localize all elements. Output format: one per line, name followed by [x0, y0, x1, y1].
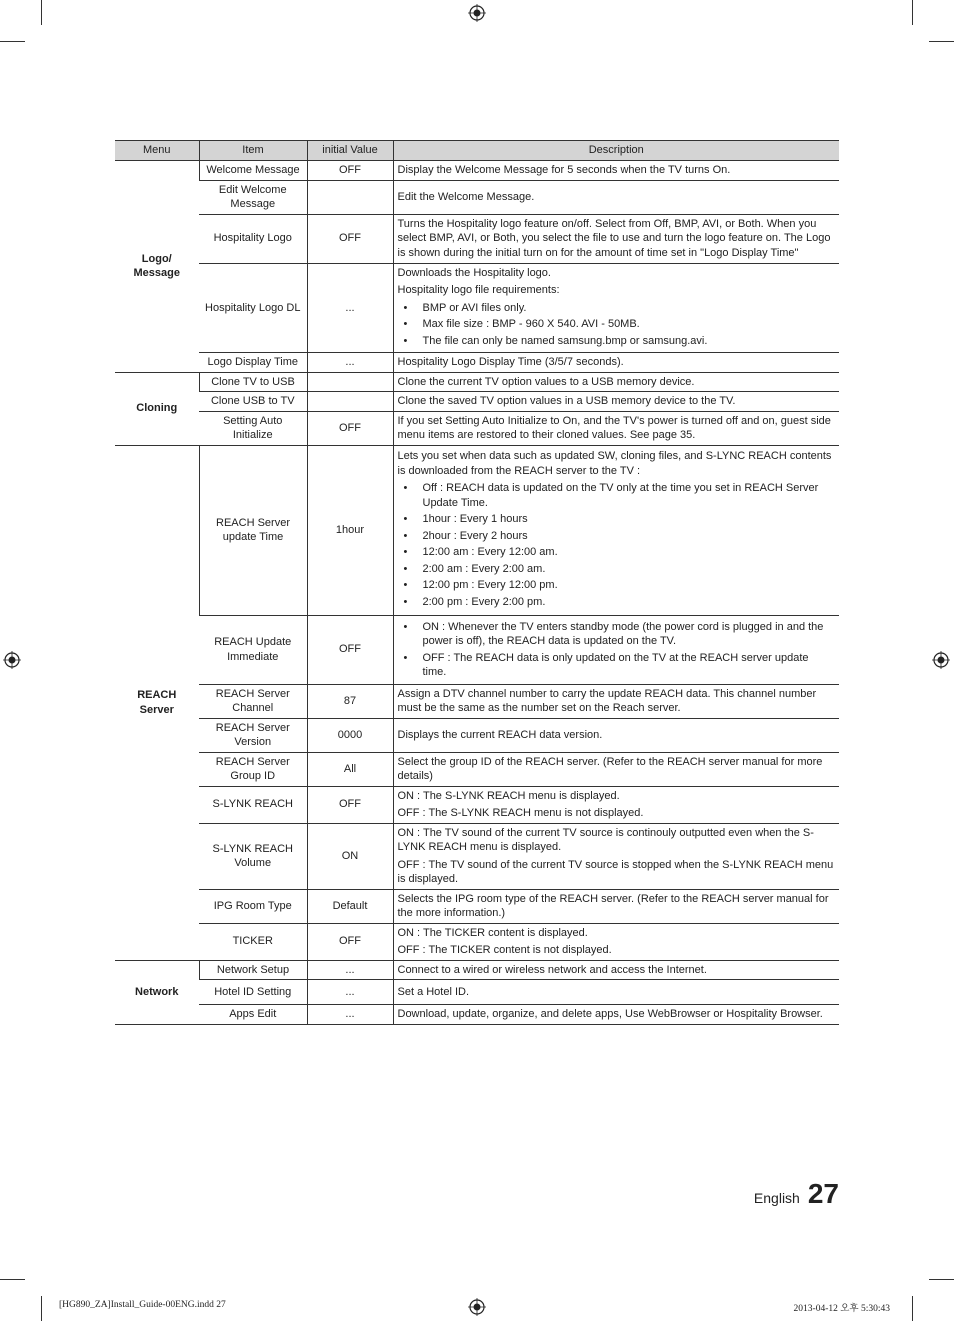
description-cell	[393, 392, 839, 412]
table-row	[115, 718, 839, 752]
bullet-list	[398, 301, 836, 349]
description-text: Displays the current REACH data version.	[397, 728, 603, 741]
slug-timestamp: 2013-04-12 오후 5:30:43	[793, 1304, 890, 1314]
initial-value-cell: 1hour	[307, 445, 393, 615]
slug-filename: [HG890_ZA]Install_Guide-00ENG.indd 27	[59, 1300, 226, 1310]
registration-target-icon	[468, 4, 486, 22]
bullet-item: • 2hour : Every 2 hours	[398, 529, 836, 544]
table-row	[115, 411, 839, 445]
item-cell: Clone TV to USB	[199, 372, 307, 392]
description-text: Assign a DTV channel number to carry the update REACH data. This channel number must be the same as the number set on the Reach server.	[397, 687, 817, 714]
table-row	[115, 823, 839, 889]
description-text: Edit the Welcome Message.	[397, 190, 535, 203]
page-number: 27	[807, 1178, 839, 1209]
crop-mark	[912, 0, 913, 25]
description-text: Downloads the Hospitality logo.	[397, 266, 551, 279]
item-cell: REACH Server Group ID	[199, 752, 307, 786]
initial-value-cell: OFF	[307, 786, 393, 823]
description-cell	[393, 180, 839, 214]
crop-mark	[41, 0, 42, 25]
description-text: Connect to a wired or wireless network and access the Internet.	[397, 963, 707, 976]
description-text: Selects the IPG room type of the REACH server. (Refer to the REACH server manual for the more information.)	[397, 892, 829, 919]
table-row	[115, 786, 839, 823]
initial-value-cell: OFF	[307, 411, 393, 445]
initial-value-cell	[307, 372, 393, 392]
description-cell	[393, 353, 839, 373]
bullet-item: • The file can only be named samsung.bmp or samsung.avi.	[398, 334, 836, 349]
initial-value-cell: OFF	[307, 214, 393, 263]
description-cell	[393, 1005, 839, 1025]
item-cell: Welcome Message	[199, 161, 307, 181]
description-cell	[393, 445, 839, 615]
initial-value-cell: ON	[307, 823, 393, 889]
table-row	[115, 889, 839, 923]
item-cell: TICKER	[199, 923, 307, 960]
initial-value-cell: ...	[307, 1005, 393, 1025]
table-row	[115, 684, 839, 718]
registration-target-icon	[932, 651, 950, 669]
table-row	[115, 445, 839, 615]
crop-mark	[929, 41, 954, 42]
description-text: Download, update, organize, and delete apps, Use WebBrowser or Hospitality Browser.	[397, 1008, 823, 1020]
crop-mark	[929, 1279, 954, 1280]
crop-mark	[0, 1279, 25, 1280]
column-header-menu: Menu	[115, 141, 199, 161]
item-cell: Setting Auto Initialize	[199, 411, 307, 445]
initial-value-cell: ...	[307, 980, 393, 1005]
description-cell	[393, 684, 839, 718]
table-row	[115, 214, 839, 263]
description-cell	[393, 411, 839, 445]
table-header-row	[115, 141, 839, 161]
menu-group-cell: Logo/ Message	[115, 161, 199, 373]
table-row	[115, 161, 839, 181]
item-cell: REACH Server Channel	[199, 684, 307, 718]
menu-group-cell: Cloning	[115, 372, 199, 445]
description-cell	[393, 923, 839, 960]
description-text: ON : The S-LYNK REACH menu is displayed.	[397, 789, 620, 802]
initial-value-cell: OFF	[307, 161, 393, 181]
table-row	[115, 752, 839, 786]
description-cell	[393, 980, 839, 1005]
table-row	[115, 615, 839, 684]
description-text: Turns the Hospitality logo feature on/off. Select from Off, BMP, AVI, or Both. When you select BMP, AVI, or Both, you select the file to use and turn the logo feature on. The Logo is shown during the initial turn on for the amount of time set in "Logo Display Time"	[397, 217, 831, 259]
item-cell: REACH Server update Time	[199, 445, 307, 615]
description-cell	[393, 372, 839, 392]
initial-value-cell	[307, 392, 393, 412]
column-header-initial-value: initial Value	[307, 141, 393, 161]
description-text: ON : The TICKER content is displayed.	[397, 926, 588, 939]
menu-group-cell: Network	[115, 960, 199, 1024]
description-text: Lets you set when data such as updated SW, cloning files, and S-LYNC REACH contents is downloaded from the REACH server to the TV :	[397, 450, 832, 477]
item-cell: S-LYNK REACH	[199, 786, 307, 823]
description-cell	[393, 786, 839, 823]
initial-value-cell: Default	[307, 889, 393, 923]
bullet-item: • 12:00 pm : Every 12:00 pm.	[398, 578, 836, 593]
bullet-item: • OFF : The REACH data is only updated on the TV at the REACH server update time.	[398, 651, 836, 680]
bullet-item: • ON : Whenever the TV enters standby mode (the power cord is plugged in and the power is off), the REACH data is updated on the TV.	[398, 620, 836, 649]
bullet-item: • 2:00 am : Every 2:00 am.	[398, 562, 836, 577]
bullet-item: • 1hour : Every 1 hours	[398, 512, 836, 527]
description-cell	[393, 960, 839, 980]
description-text: OFF : The S-LYNK REACH menu is not displayed.	[397, 807, 644, 819]
table-row	[115, 923, 839, 960]
column-header-description: Description	[393, 141, 839, 161]
description-text: Hospitality Logo Display Time (3/5/7 seconds).	[397, 356, 624, 368]
crop-mark	[912, 1296, 913, 1321]
registration-target-icon	[3, 651, 21, 669]
initial-value-cell: ...	[307, 263, 393, 353]
description-text: Select the group ID of the REACH server. (Refer to the REACH server manual for more details)	[397, 755, 823, 782]
description-cell	[393, 263, 839, 353]
bullet-item: • Off : REACH data is updated on the TV only at the time you set in REACH Server Update Time.	[398, 481, 836, 510]
item-cell: S-LYNK REACH Volume	[199, 823, 307, 889]
description-cell	[393, 889, 839, 923]
table-row	[115, 372, 839, 392]
item-cell: REACH Server Version	[199, 718, 307, 752]
item-cell: IPG Room Type	[199, 889, 307, 923]
item-cell: Hotel ID Setting	[199, 980, 307, 1005]
description-cell	[393, 615, 839, 684]
table-row	[115, 180, 839, 214]
item-cell: REACH Update Immediate	[199, 615, 307, 684]
item-cell: Logo Display Time	[199, 353, 307, 373]
description-text: Clone the current TV option values to a USB memory device.	[397, 375, 695, 388]
table-row	[115, 392, 839, 412]
initial-value-cell: 0000	[307, 718, 393, 752]
column-header-item: Item	[199, 141, 307, 161]
description-cell	[393, 214, 839, 263]
description-cell	[393, 161, 839, 181]
description-text: Clone the saved TV option values in a USB memory device to the TV.	[397, 395, 736, 407]
initial-value-cell: All	[307, 752, 393, 786]
bullet-item: • 2:00 pm : Every 2:00 pm.	[398, 595, 836, 610]
initial-value-cell: 87	[307, 684, 393, 718]
item-cell: Edit Welcome Message	[199, 180, 307, 214]
initial-value-cell: OFF	[307, 615, 393, 684]
description-text: OFF : The TV sound of the current TV source is stopped when the S-LYNK REACH menu is displayed.	[397, 858, 834, 885]
bullet-list	[398, 620, 836, 680]
settings-table	[115, 140, 839, 1025]
item-cell: Network Setup	[199, 960, 307, 980]
bullet-item: • BMP or AVI files only.	[398, 301, 836, 316]
item-cell: Apps Edit	[199, 1005, 307, 1025]
crop-mark	[41, 1296, 42, 1321]
language-label: English	[753, 1190, 800, 1206]
registration-target-icon	[468, 1298, 486, 1316]
table-row	[115, 1005, 839, 1025]
table-row	[115, 353, 839, 373]
bullet-list	[398, 481, 836, 609]
menu-group-cell: REACH Server	[115, 445, 199, 960]
description-cell	[393, 752, 839, 786]
crop-mark	[0, 41, 25, 42]
item-cell: Hospitality Logo DL	[199, 263, 307, 353]
table-body	[115, 161, 839, 1025]
initial-value-cell	[307, 180, 393, 214]
description-cell	[393, 718, 839, 752]
item-cell: Hospitality Logo	[199, 214, 307, 263]
description-cell	[393, 823, 839, 889]
table-row	[115, 263, 839, 353]
description-text: Hospitality logo file requirements:	[397, 284, 560, 296]
description-text: OFF : The TICKER content is not displayed.	[397, 944, 612, 956]
initial-value-cell: OFF	[307, 923, 393, 960]
page-footer	[754, 1178, 839, 1210]
description-text: Set a Hotel ID.	[397, 985, 470, 998]
description-text: ON : The TV sound of the current TV source is continouly outputted even when the S-LYNK REACH menu is displayed.	[397, 826, 814, 853]
initial-value-cell: ...	[307, 353, 393, 373]
description-text: If you set Setting Auto Initialize to On, and the TV's power is turned off and on, guest side menu items are restored to their cloned values. See page 35.	[397, 414, 831, 441]
description-text: Display the Welcome Message for 5 seconds when the TV turns On.	[397, 164, 731, 176]
table-row	[115, 960, 839, 980]
item-cell: Clone USB to TV	[199, 392, 307, 412]
table-row	[115, 980, 839, 1005]
bullet-item: • 12:00 am : Every 12:00 am.	[398, 545, 836, 560]
initial-value-cell: ...	[307, 960, 393, 980]
bullet-item: • Max file size : BMP - 960 X 540. AVI - 50MB.	[398, 317, 836, 332]
